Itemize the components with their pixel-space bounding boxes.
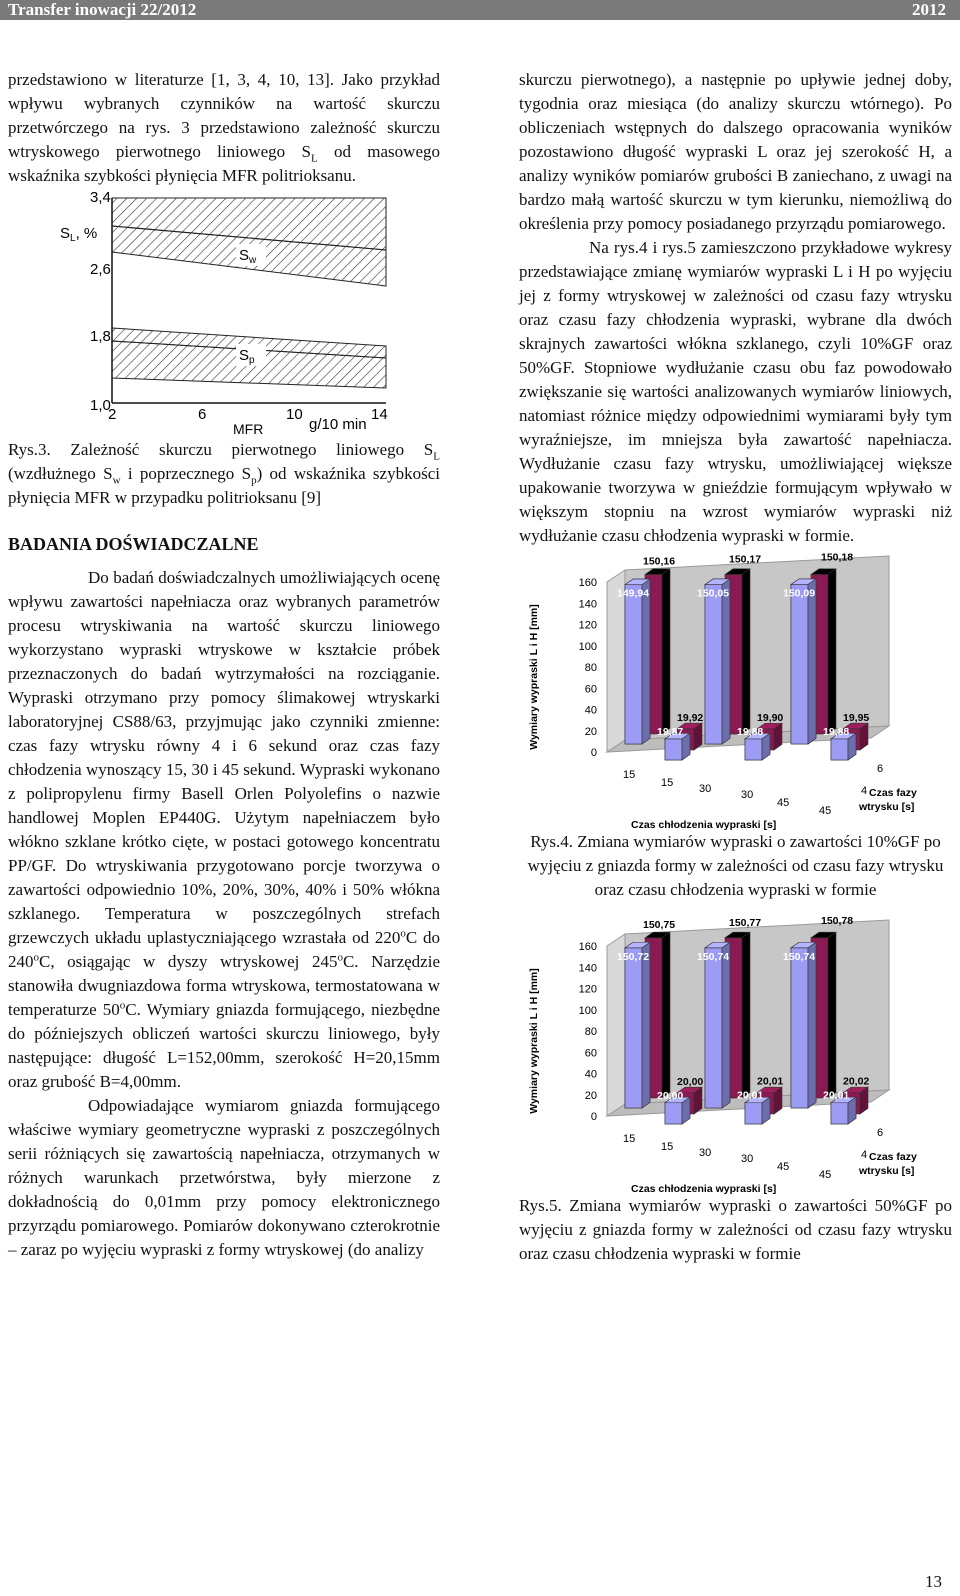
- figure-4-chart: [519, 551, 952, 831]
- running-header: [0, 0, 960, 20]
- fig3-xtick: 6: [198, 406, 207, 423]
- fig3-sp-label: $S_p$: [239, 347, 255, 366]
- bar-L-front-3-side: [808, 942, 816, 1108]
- y-tick-label: 140: [578, 962, 597, 975]
- bar-H-front-2: [745, 1103, 762, 1124]
- y-axis-label: Wymiary wypraski L i H [mm]: [528, 968, 540, 1114]
- data-label: 150,16: [643, 555, 676, 568]
- data-label: 150,05: [697, 587, 730, 600]
- z-axis-label: wtrysku [s]: [859, 1165, 915, 1177]
- x-tick-label: 30: [741, 789, 754, 801]
- page-number: 13: [925, 1572, 942, 1591]
- bar-Lb-2-side: [742, 569, 750, 734]
- z-tick-label: 4: [861, 1149, 868, 1161]
- fig3-xlabel: MFR: [233, 421, 264, 437]
- data-label: 150,75: [643, 918, 676, 931]
- x-tick-label: 30: [741, 1153, 754, 1165]
- x-axis-label: Czas chłodzenia wypraski [s]: [631, 819, 777, 831]
- data-label: 19,95: [843, 711, 870, 724]
- z-axis-label: wtrysku [s]: [859, 801, 915, 813]
- fig3-xtick: 2: [108, 406, 117, 423]
- y-tick-label: 0: [590, 747, 597, 759]
- bar-Lb-3-side: [828, 932, 836, 1098]
- data-label: 150,18: [821, 551, 854, 564]
- x-tick-label: 30: [699, 783, 712, 795]
- data-label: 19,87: [657, 725, 684, 738]
- bar-Lb-3-side: [828, 569, 836, 734]
- data-label: 20,01: [823, 1089, 850, 1102]
- z-tick-label: 6: [877, 763, 884, 775]
- y-tick-label: 20: [584, 1089, 597, 1102]
- z-tick-label: 6: [877, 1127, 884, 1139]
- bar-L-front-1-side: [642, 579, 650, 744]
- y-tick-label: 120: [578, 983, 597, 996]
- x-tick-label: 15: [661, 777, 674, 789]
- bar-L-front-2-side: [722, 579, 730, 744]
- section-heading: BADANIA DOŚWIADCZALNE: [8, 534, 259, 554]
- results-paragraph: Na rys.4 i rys.5 zamieszczono przykładowe wykresy przedstawiające zmianę wymiarów wypraski L i H po wyjęciu jej z formy wtryskowej w zależności od czasu fazy wtrysku oraz czasu fazy chłodzenia wypraski, wybrane dla dwóch skrajnych zawartości włókna szklanego, czyli 10%GF oraz 50%GF. Stopniowe wydłużanie czasu obu faz powodowało zwiększanie się wartości analizowanych wymiarów liniowych, natomiast różnice między odpowiednimi wymiarami były tym wyraźniejsze, im mniejsza była zawartość napełniacza. Wydłużanie czasu fazy wtrysku, umożliwiającej większe upakowanie tworzywa w gnieździe formującym wpływało w większym stopniu na wzrost wymiarów wypraski niż wydłużanie czasu chłodzenia wypraski w formie.: [519, 238, 952, 545]
- x-axis-label: Czas chłodzenia wypraski [s]: [631, 1183, 777, 1195]
- bar-L-front-3: [791, 948, 808, 1108]
- y-tick-label: 100: [578, 1004, 597, 1017]
- data-label: 150,17: [729, 553, 762, 566]
- data-label: 20,01: [757, 1075, 784, 1088]
- measurement-paragraph: Odpowiadające wymiarom gniazda formującego właściwe wymiary geometryczne wypraski z poszczególnych serii różniących się zawartością napełniacza, otrzymanych w różnych warunkach przetwórstwa, były mierzone z dokładnością do 0,01mm przy pomocy elektronicznego przyrządu pomiarowego. Pomiarów dokonywano czterokrotnie – zaraz po wyjęciu wypraski z formy wtryskowej (do analizy: [8, 1096, 440, 1259]
- bar-L-front-2-side: [722, 942, 730, 1108]
- journal-year: 2012: [912, 0, 946, 19]
- bar-L-front-2: [705, 585, 722, 744]
- y-tick-label: 20: [584, 725, 597, 738]
- x-tick-label: 30: [699, 1147, 712, 1159]
- fig3-ytick: 3,4: [90, 189, 111, 206]
- y-tick-label: 160: [578, 577, 597, 589]
- data-label: 150,77: [729, 916, 762, 929]
- right-column: [519, 68, 952, 1266]
- y-tick-label: 40: [584, 1068, 597, 1081]
- y-tick-label: 60: [584, 683, 597, 696]
- bar-L-front-3-side: [808, 579, 816, 744]
- bar-H-front-1: [665, 1103, 682, 1124]
- data-label: 150,72: [617, 950, 650, 963]
- data-label: 149,94: [617, 587, 650, 600]
- fig3-sw-label: $S_w$: [239, 247, 257, 266]
- fig3-ytick: 1,0: [90, 397, 111, 414]
- bar-H-front-1: [665, 739, 682, 760]
- figure-3-caption: Rys.3. Zależność skurczu pierwotnego liniowego $S_L$ (wzdłużnego $S_w$ i poprzecznego $S_p$) od wskaźnika szybkości płynięcia MFR w przypadku politrioksanu [9]: [8, 440, 440, 507]
- y-tick-label: 160: [578, 941, 597, 953]
- bar-L-front-3: [791, 585, 808, 744]
- z-axis-label: Czas fazy: [869, 787, 917, 799]
- z-axis-label: Czas fazy: [869, 1151, 917, 1163]
- x-tick-label: 45: [777, 797, 790, 809]
- bar-Lb-1-side: [662, 932, 670, 1098]
- x-tick-label: 15: [623, 769, 636, 781]
- journal-title: Transfer inowacji 22/2012: [8, 0, 197, 19]
- bar-H-front-2: [745, 739, 762, 760]
- data-label: 20,02: [843, 1075, 870, 1088]
- analysis-paragraph: skurczu pierwotnego), a następnie po upływie jednej doby, tygodnia oraz miesiąca (do analizy skurczu wtórnego). Po obliczeniach wstępnych do dalszego opracowania wyników pozostawiono długość wypraski L oraz jej szerokość H, a analizy wyników pomiarów grubości B zaniechano, z uwagi na bardzo małą wartość skurczu w tym kierunku, niemożliwą do określenia przy pomocy posiadanego przyrządu pomiarowego.: [519, 70, 952, 233]
- bar-L-front-1: [625, 948, 642, 1108]
- x-tick-label: 45: [819, 1169, 832, 1181]
- data-label: 19,88: [737, 725, 764, 738]
- figure-4-caption: Rys.4. Zmiana wymiarów wypraski o zawartości 10%GF po wyjęciu z gniazda formy w zależności od czasu fazy wtrysku oraz czasu chłodzenia wypraski w formie: [527, 832, 944, 899]
- figure-3-chart: [8, 188, 440, 438]
- data-label: 150,74: [697, 950, 730, 963]
- y-tick-label: 100: [578, 640, 597, 653]
- y-tick-label: 120: [578, 619, 597, 632]
- fig3-ytick: 2,6: [90, 261, 111, 278]
- intro-paragraph: przedstawiono w literaturze [1, 3, 4, 10, 13]. Jako przykład wpływu wybranych czynników na wartość skurczu przetwórczego na rys. 3 przedstawiono zależność skurczu wtryskowego pierwotnego liniowego $S_L$ od masowego wskaźnika szybkości płynięcia MFR politrioksanu.: [8, 70, 440, 185]
- bar-L-front-1: [625, 585, 642, 744]
- y-tick-label: 60: [584, 1047, 597, 1060]
- y-tick-label: 40: [584, 704, 597, 717]
- y-axis-label: Wymiary wypraski L i H [mm]: [528, 604, 540, 750]
- y-tick-label: 0: [590, 1111, 597, 1123]
- fig3-xunit: g/10 min: [309, 416, 367, 433]
- bar-L-front-2: [705, 948, 722, 1108]
- data-label: 19,90: [757, 711, 784, 724]
- z-tick-label: 4: [861, 785, 868, 797]
- bar-H-front-3: [831, 1103, 848, 1124]
- y-tick-label: 140: [578, 598, 597, 611]
- x-tick-label: 45: [777, 1161, 790, 1173]
- y-tick-label: 80: [584, 662, 597, 674]
- data-label: 20,01: [737, 1089, 764, 1102]
- figure-5-caption: Rys.5. Zmiana wymiarów wypraski o zawartości 50%GF po wyjęciu z gniazda formy w zależności od czasu fazy wtrysku oraz czasu chłodzenia wypraski w formie: [519, 1196, 952, 1263]
- x-tick-label: 45: [819, 805, 832, 817]
- left-column: [8, 68, 440, 1262]
- fig3-xtick: 10: [286, 406, 303, 423]
- data-label: 150,78: [821, 914, 854, 927]
- data-label: 19,88: [823, 725, 850, 738]
- bar-Lb-2-side: [742, 932, 750, 1098]
- data-label: 150,74: [783, 950, 816, 963]
- fig3-ylabel: $S_L$, %: [60, 225, 98, 244]
- x-tick-label: 15: [623, 1133, 636, 1145]
- bar-Lb-1-side: [662, 569, 670, 734]
- methods-paragraph: Do badań doświadczalnych umożliwiających ocenę wpływu zawartości napełniacza oraz wybranych parametrów procesu wtryskiwania na wartość skurczu liniowego wykorzystano wypraski wtryskowe w kształcie próbek przeznaczonych do badań wytrzymałości na rozciąganie. Wypraski otrzymano przy pomocy ślimakowej wtryskarki laboratoryjnej CS88/63, przyjmując jako czynniki zmienne: czas fazy wtrysku równy 4 i 6 sekund oraz czas fazy chłodzenia wynoszący 15, 30 i 45 sekund. Wypraski wykonano z polipropylenu firmy Basell Orlen Polyolefins o nazwie handlowej Moplen EP440G. Użytym napełniaczem było włókno szklane krótko cięte, w postaci gotowego koncentratu PP/GF. Do wtryskiwania przygotowano porcje tworzywa o zawartości odpowiednio 10%, 20%, 30%, 40% i 50% włókna szklanego. Temperatura w poszczególnych strefach grzewczych układu uplastyczniającego wzrastała od 220$^o$C do 240$^o$C, osiągając w dyszy wtryskowej 245$^o$C. Narzędzie stanowiła dwugniazdowa forma wtryskowa, termostatowana w temperaturze 50$^o$C. Wymiary gniazda formującego, niezbędne do późniejszych obliczeń wartości skurczu liniowego, były następujące: długość L=152,00mm, szerokość H=20,15mm oraz grubość B=4,00mm.: [8, 568, 441, 1091]
- figure-5-chart: [519, 914, 952, 1194]
- bar-L-front-1-side: [642, 942, 650, 1108]
- bar-H-front-3: [831, 739, 848, 760]
- data-label: 19,92: [677, 711, 704, 724]
- fig3-ytick: 1,8: [90, 328, 111, 345]
- y-tick-label: 80: [584, 1026, 597, 1038]
- x-tick-label: 15: [661, 1141, 674, 1153]
- data-label: 150,09: [783, 587, 816, 600]
- fig3-xtick: 14: [371, 406, 388, 423]
- data-label: 20,00: [657, 1089, 684, 1102]
- data-label: 20,00: [677, 1075, 704, 1088]
